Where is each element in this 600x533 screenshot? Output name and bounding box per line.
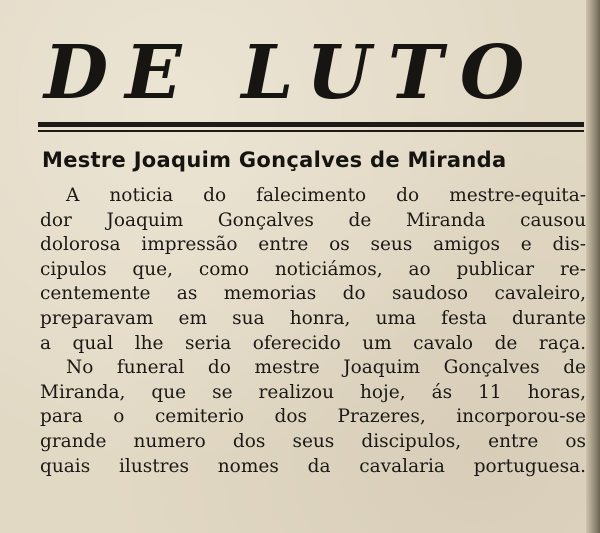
page-edge-shadow [586, 0, 600, 533]
article-line: grande numero dos seus discipulos, entre os [40, 430, 586, 452]
article-line: para o cemiterio dos Prazeres, incorporou-se [40, 406, 586, 428]
article-line: A noticia do falecimento do mestre-equita- [66, 185, 586, 206]
article-line: centemente as memorias do saudoso cavaleiro, [40, 283, 586, 305]
article-paragraph [40, 184, 586, 356]
article-line: a qual lhe seria oferecido um cavalo de raça. [40, 332, 586, 354]
article-line: dor Joaquim Gonçalves de Miranda causou [40, 209, 586, 231]
article-line: No funeral do mestre Joaquim Gonçalves de [66, 357, 586, 379]
headline-rule-thick [38, 122, 584, 127]
article-line: dolorosa impressão entre os seus amigos e dis- [40, 234, 586, 256]
article-line: quais ilustres nomes da cavalaria portuguesa. [40, 455, 586, 477]
headline-rule-thin [38, 130, 584, 132]
headline: DE LUTO [44, 30, 542, 116]
article-paragraph [40, 356, 586, 479]
article-line: Miranda, que se realizou hoje, ás 11 horas, [40, 381, 586, 403]
article-line: cipulos que, como noticiámos, ao publicar re- [40, 258, 586, 280]
article-line: preparavam em sua honra, uma festa durante [40, 307, 586, 329]
article-body [40, 184, 586, 479]
subheadline: Mestre Joaquim Gonçalves de Miranda [42, 148, 507, 172]
